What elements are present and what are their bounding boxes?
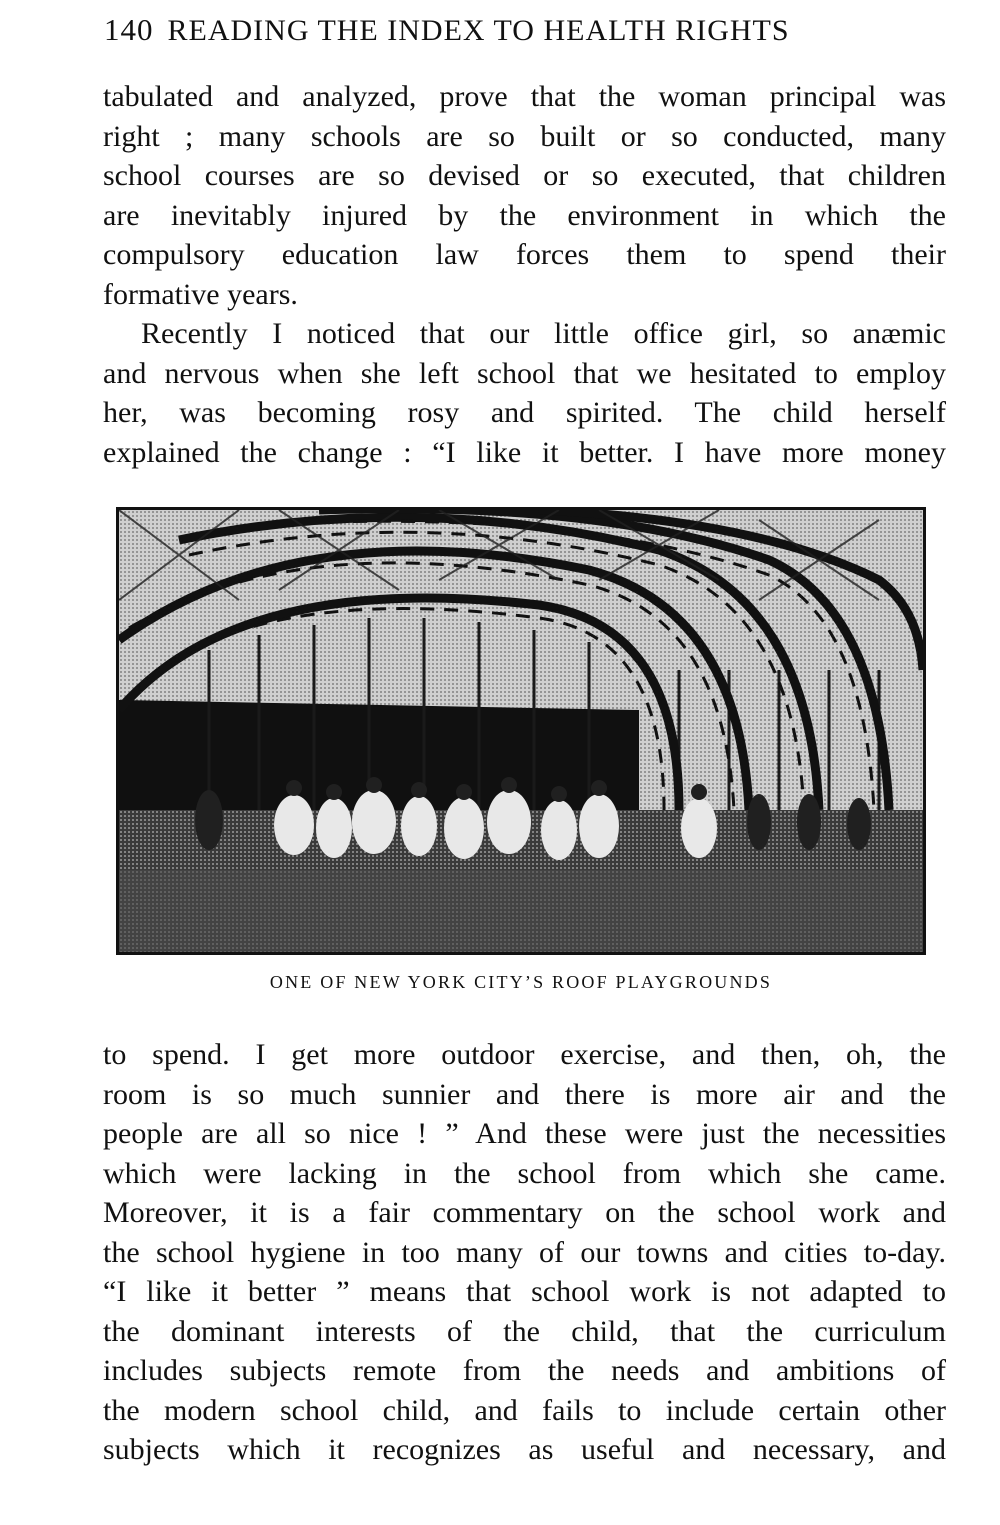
figure-caption: ONE OF NEW YORK CITY’S ROOF PLAYGROUNDS xyxy=(269,972,773,992)
text-line: includes subjects remote from the needs and ambitions of xyxy=(103,1354,946,1387)
text-line: school courses are so devised or so executed, that children xyxy=(103,159,946,192)
text-line: subjects which it recognizes as useful and necessary, and xyxy=(103,1433,946,1466)
running-title: READING THE INDEX TO HEALTH RIGHTS xyxy=(167,14,790,47)
text-line: people are all so nice ! ” And these were just the necessities xyxy=(103,1117,946,1150)
running-header xyxy=(104,12,944,48)
text-line: compulsory education law forces them to spend their xyxy=(103,238,946,271)
text-line: her, was becoming rosy and spirited. The child herself xyxy=(103,396,946,429)
photograph-roof-playground-icon xyxy=(119,510,923,952)
roof-playground-photograph xyxy=(116,507,926,955)
body-text-top xyxy=(103,77,946,472)
text-line: Recently I noticed that our little office girl, so anæmic xyxy=(141,317,946,350)
text-line: and nervous when she left school that we hesitated to employ xyxy=(103,356,946,390)
text-line: to spend. I get more outdoor exercise, and then, oh, the xyxy=(103,1038,946,1071)
text-line: the modern school child, and fails to include certain other xyxy=(103,1393,946,1427)
text-line: Moreover, it is a fair commentary on the school work and xyxy=(103,1196,946,1229)
text-line: the dominant interests of the child, that the curriculum xyxy=(103,1314,946,1348)
text-line: the school hygiene in too many of our towns and cities to-day. xyxy=(103,1235,946,1269)
text-line: formative years. xyxy=(103,277,298,311)
text-line: room is so much sunnier and there is more air and the xyxy=(103,1077,946,1111)
text-line: tabulated and analyzed, prove that the woman principal was xyxy=(103,80,946,113)
text-line: which were lacking in the school from which she came. xyxy=(103,1156,946,1190)
text-line: are inevitably injured by the environment in which the xyxy=(103,198,946,232)
text-line: “I like it better ” means that school work is not adapted to xyxy=(103,1275,946,1308)
page-number: 140 xyxy=(104,12,154,47)
body-text-bottom xyxy=(103,1035,946,1470)
text-line: explained the change : “I like it better. I have more money xyxy=(103,435,946,469)
text-line: right ; many schools are so built or so conducted, many xyxy=(103,119,946,153)
